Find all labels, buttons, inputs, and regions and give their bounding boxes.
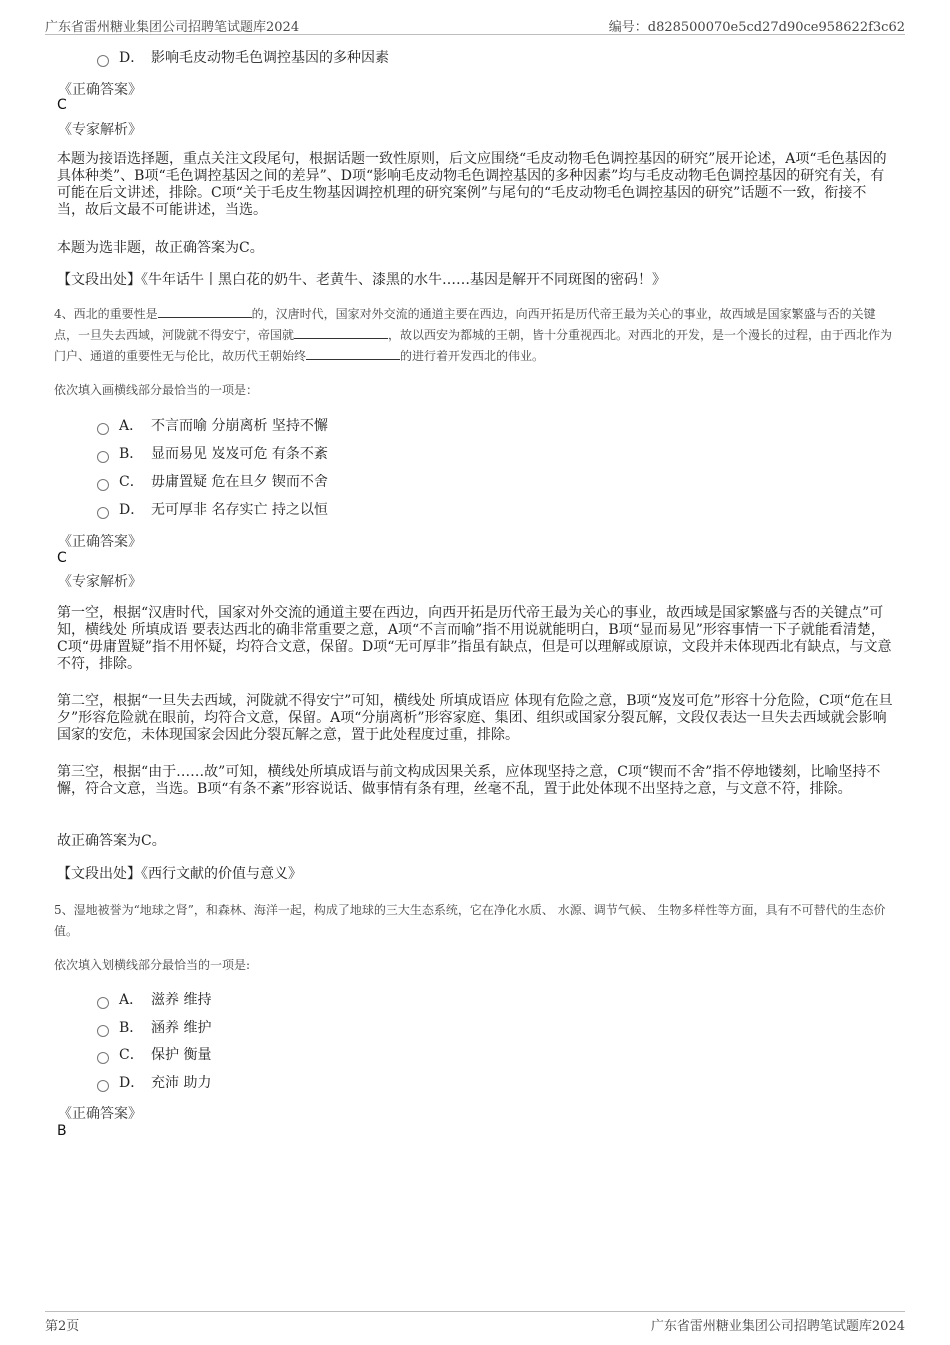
q4-option-a[interactable]: A． 不言而喻 分崩离析 坚持不懈 (97, 416, 328, 436)
q5-option-d[interactable]: D． 充沛 助力 (97, 1073, 211, 1093)
page-header (45, 14, 905, 35)
q4-source: 【文段出处】《西行文献的价值与意义》 (57, 866, 302, 882)
q5-option-a[interactable]: A． 滋养 维持 (97, 990, 211, 1010)
q4-answer-label: 《正确答案》 (58, 534, 142, 550)
q4-option-d[interactable]: D． 无可厚非 名存实亡 持之以恒 (97, 500, 328, 520)
q4-conclusion: 故正确答案为C。 (57, 833, 166, 849)
radio-icon[interactable] (97, 451, 109, 463)
footer-title: 广东省雷州糖业集团公司招聘笔试题库2024 (650, 1319, 905, 1334)
q5-option-c[interactable]: C． 保护 衡量 (97, 1045, 211, 1065)
q5-prompt: 依次填入划横线部分最恰当的一项是: (54, 958, 251, 972)
q5-answer-label: 《正确答案》 (58, 1106, 142, 1122)
fill-blank-2 (294, 326, 388, 339)
q3-answer: C (57, 97, 67, 113)
q5-stem: 5、湿地被誉为“地球之肾”，和森林、海洋一起，构成了地球的三大生态系统，它在净化水质、 水源、调节气候、 生物多样性等方面，具有不可替代的生态价值。 (54, 903, 886, 938)
radio-icon[interactable] (97, 997, 109, 1009)
q4-option-b[interactable]: B． 显而易见 岌岌可危 有条不紊 (97, 444, 328, 464)
radio-icon[interactable] (97, 1080, 109, 1092)
header-title: 广东省雷州糖业集团公司招聘笔试题库2024 (45, 20, 300, 35)
radio-icon[interactable] (97, 1025, 109, 1037)
q4-analysis-blank-2: 第二空，根据“一旦失去西域，河陇就不得安宁”可知，横线处 所填成语应 体现有危险之意，B项“岌岌可危”形容十分危险，C项“危在旦夕”形容危险就在眼前，均符合文意，保留。A项“分崩离析”形容家庭、集团、组织或国家分裂瓦解，文段仅表达一旦失去西域就会影响国家的安危，未体现国家会因此分裂瓦解之意，置于此处程度过重，排除。 (57, 693, 893, 743)
q5-option-b[interactable]: B． 涵养 维护 (97, 1018, 211, 1038)
radio-icon[interactable] (97, 507, 109, 519)
q3-option-d[interactable]: D． 影响毛皮动物毛色调控基因的多种因素 (97, 48, 389, 68)
q4-stem: 4、西北的重要性是 的，汉唐时代，国家对外交流的通道主要在西边，向西开拓是历代帝王最为关心的事业，故西域是国家繁盛与否的关键点，一旦失去西域，河陇就不得安宁，帝国就 ，故以西安为都城的王朝，皆十分重视西北。对西北的开发，是一个漫长的过程，由于西北作为门户、通道的重要性无与伦比，故历代王朝始终 的进行着开发西北的伟业。 (54, 307, 893, 363)
document-id: 编号：d828500070e5cd27d90ce958622f3c62 (608, 20, 905, 35)
q4-analysis-blank-1: 第一空，根据“汉唐时代，国家对外交流的通道主要在西边，向西开拓是历代帝王最为关心的事业，故西域是国家繁盛与否的关键点”可知，横线处 所填成语 要表达西北的确非常重要之意，A项“不言而喻”指不用说就能明白，B项“显而易见”形容事情一下子就能看清楚，C项“毋庸置疑”指不用怀疑，均符合文意，保留。D项“无可厚非”指虽有缺点，但是可以理解或原谅，文段并未体现西北有缺点，与文意不符，排除。 (57, 605, 892, 672)
q3-analysis-paragraph: 本题为接语选择题，重点关注文段尾句，根据话题一致性原则，后文应围绕“毛皮动物毛色调控基因的研究”展开论述，A项“毛色基因的具体种类”、B项“毛色调控基因之间的差异”、D项“影响毛皮动物毛色调控基因的多种因素”均与毛皮动物毛色调控基因的研究有关，有可能在后文讲述，排除。C项“关于毛皮生物基因调控机理的研究案例”与尾句的“毛皮动物毛色调控基因的研究”话题不一致，衔接不当，故后文最不可能讲述，当选。 (57, 151, 887, 218)
q3-source: 【文段出处】《牛年话牛丨黑白花的奶牛、老黄牛、漆黑的水牛……基因是解开不同斑图的密码！》 (57, 272, 666, 288)
radio-icon[interactable] (97, 1052, 109, 1064)
page-footer (45, 1311, 905, 1334)
q4-answer: C (57, 550, 67, 566)
q4-analysis-label: 《专家解析》 (58, 574, 142, 590)
q4-option-c[interactable]: C． 毋庸置疑 危在旦夕 锲而不舍 (97, 472, 328, 492)
fill-blank-1 (158, 305, 252, 318)
radio-icon[interactable] (97, 55, 109, 67)
radio-icon[interactable] (97, 479, 109, 491)
q3-answer-label: 《正确答案》 (58, 82, 142, 98)
q3-analysis-label: 《专家解析》 (58, 122, 142, 138)
fill-blank-3 (306, 347, 400, 360)
q4-prompt: 依次填入画横线部分最恰当的一项是： (54, 383, 259, 397)
q4-analysis-blank-3: 第三空，根据“由于……故”可知，横线处所填成语与前文构成因果关系，应体现坚持之意，C项“锲而不舍”指不停地镂刻，比喻坚持不懈，符合文意，当选。B项“有条不紊”形容说话、做事情有条有理，丝毫不乱，置于此处体现不出坚持之意，与文意不符，排除。 (57, 764, 881, 797)
radio-icon[interactable] (97, 423, 109, 435)
page-number: 第2页 (45, 1319, 80, 1334)
q3-conclusion: 本题为选非题，故正确答案为C。 (57, 240, 264, 256)
q5-answer: B (57, 1123, 67, 1139)
